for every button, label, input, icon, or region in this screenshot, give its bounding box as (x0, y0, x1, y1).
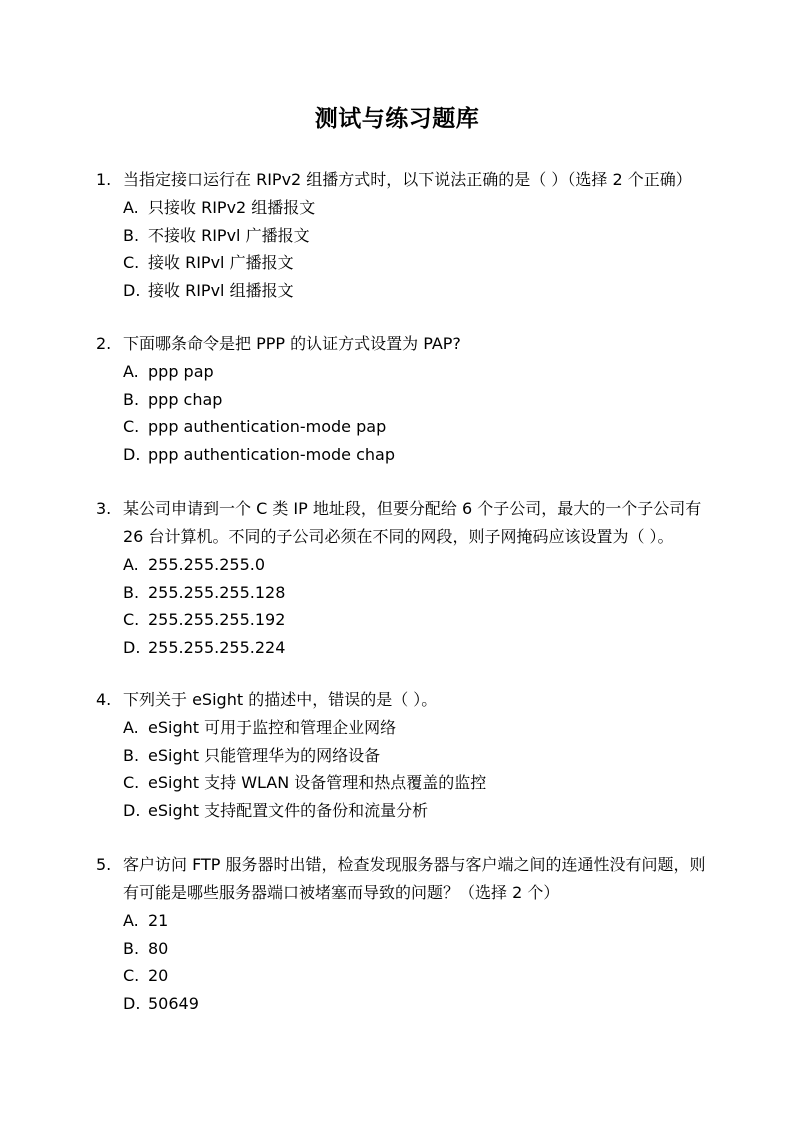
option-a (123, 907, 708, 935)
option-letter: D. (123, 444, 141, 464)
option-text: 不接收 RIPvl 广播报文 (148, 225, 310, 245)
option-d (123, 441, 708, 469)
option-list (123, 551, 708, 661)
option-letter: C. (123, 253, 140, 272)
option-letter: D. (123, 637, 141, 657)
option-text: 20 (148, 966, 169, 985)
option-b (123, 579, 708, 607)
option-text: 255.255.255.128 (148, 582, 286, 602)
option-c (123, 606, 708, 634)
option-list (123, 194, 708, 304)
question-3 (96, 495, 708, 661)
option-letter: C. (123, 966, 140, 985)
option-text: eSight 可用于监控和管理企业网络 (148, 718, 397, 737)
option-b (123, 742, 708, 770)
option-letter: C. (123, 417, 140, 436)
option-text: ppp authentication-mode pap (148, 417, 387, 436)
question-text: 下面哪条命令是把 PPP 的认证方式设置为 PAP? (123, 334, 461, 353)
option-a (123, 714, 708, 742)
question-number: 5. (96, 855, 112, 874)
option-text: eSight 支持配置文件的备份和流量分析 (148, 800, 429, 820)
option-letter: D. (123, 800, 141, 820)
option-letter: A. (123, 198, 139, 217)
option-text: 21 (148, 911, 169, 930)
option-a (123, 551, 708, 579)
option-letter: B. (123, 582, 140, 602)
option-text: 只接收 RIPv2 组播报文 (148, 198, 316, 217)
option-text: 255.255.255.192 (148, 610, 286, 629)
option-b (123, 386, 708, 414)
option-d (123, 277, 708, 305)
option-a (123, 358, 708, 386)
option-text: 50649 (148, 993, 199, 1013)
question-number: 1. (96, 170, 112, 189)
question-number: 4. (96, 690, 112, 709)
option-letter: C. (123, 610, 140, 629)
option-d (123, 634, 708, 662)
option-letter: B. (123, 225, 140, 245)
option-letter: A. (123, 911, 139, 930)
question-4 (96, 686, 708, 824)
question-1 (96, 166, 708, 304)
option-text: 255.255.255.0 (148, 555, 266, 574)
question-text: 客户访问 FTP 服务器时出错，检查发现服务器与客户端之间的连通性没有问题，则有可能是哪些服务器端口被堵塞而导致的问题？（选择 2 个） (123, 855, 706, 902)
question-2 (96, 330, 708, 468)
option-text: 接收 RIPvl 广播报文 (148, 253, 294, 272)
question-text: 某公司申请到一个 C 类 IP 地址段，但要分配给 6 个子公司，最大的一个子公司有 26 台计算机。不同的子公司必须在不同的网段，则子网掩码应该设置为（ ）。 (123, 499, 702, 546)
question-5 (96, 851, 708, 1017)
option-letter: A. (123, 555, 139, 574)
option-b (123, 935, 708, 963)
option-text: ppp pap (148, 362, 214, 381)
option-text: eSight 支持 WLAN 设备管理和热点覆盖的监控 (148, 773, 487, 792)
option-c (123, 962, 708, 990)
option-d (123, 990, 708, 1018)
option-b (123, 222, 708, 250)
question-text: 下列关于 eSight 的描述中，错误的是（ ）。 (123, 690, 438, 709)
question-number: 3. (96, 499, 112, 518)
option-letter: C. (123, 773, 140, 792)
option-list (123, 907, 708, 1017)
option-c (123, 769, 708, 797)
option-c (123, 413, 708, 441)
option-letter: B. (123, 389, 140, 409)
option-a (123, 194, 708, 222)
option-list (123, 358, 708, 468)
option-text: 接收 RIPvl 组播报文 (148, 280, 294, 300)
option-d (123, 797, 708, 825)
option-letter: D. (123, 993, 141, 1013)
option-text: ppp authentication-mode chap (148, 444, 395, 464)
option-text: eSight 只能管理华为的网络设备 (148, 745, 381, 765)
question-text: 当指定接口运行在 RIPv2 组播方式时，以下说法正确的是（ ）（选择 2 个正确） (123, 170, 692, 189)
option-c (123, 249, 708, 277)
page-title: 测试与练习题库 (314, 106, 480, 132)
option-letter: D. (123, 280, 141, 300)
question-number: 2. (96, 334, 112, 353)
option-text: 80 (148, 938, 169, 958)
option-letter: B. (123, 745, 140, 765)
option-list (123, 714, 708, 824)
option-letter: A. (123, 362, 139, 381)
option-text: 255.255.255.224 (148, 637, 286, 657)
option-letter: A. (123, 718, 139, 737)
option-text: ppp chap (148, 389, 223, 409)
option-letter: B. (123, 938, 140, 958)
